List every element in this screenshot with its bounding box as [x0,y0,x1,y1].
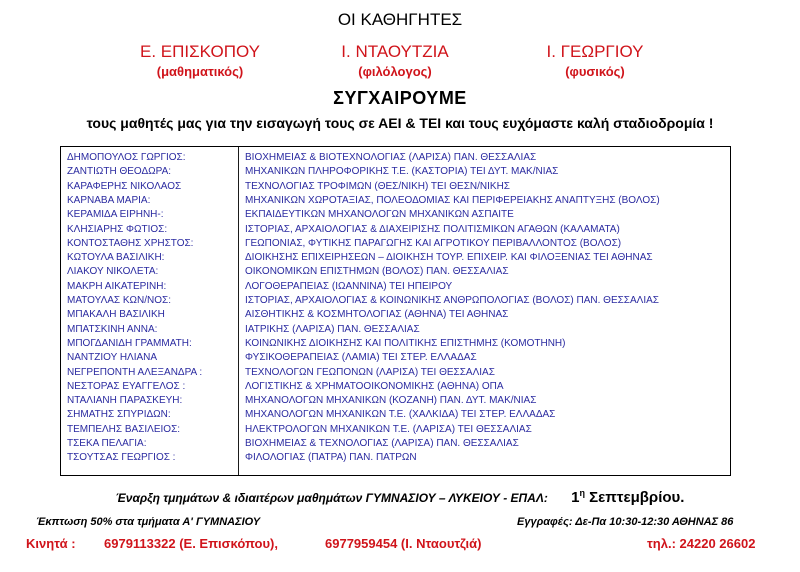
phone-number: τηλ.: 24220 26602 [647,536,756,551]
table-row [61,265,730,279]
student-name: ΚΑΡΝΑΒΑ ΜΑΡΙΑ: [67,194,151,206]
table-row [61,380,730,394]
student-department: ΔΙΟΙΚΗΣΗΣ ΕΠΙΧΕΙΡΗΣΕΩΝ – ΔΙΟΙΚΗΣΗ ΤΟΥΡ. ΕΠΙΧΕΙΡ. ΚΑΙ ΦΙΛΟΞΕΝΙΑΣ ΤΕΙ ΑΘΗΝΑΣ [245,252,653,264]
registration-text: Εγγραφές: Δε-Πα 10:30-12:30 ΑΘΗΝΑΣ 86 [517,516,734,528]
table-row [61,408,730,422]
student-name: ΣΗΜΑΤΗΣ ΣΠΥΡΙΔΩΝ: [67,409,171,421]
student-department: ΤΕΧΝΟΛΟΓΩΝ ΓΕΩΠΟΝΩΝ (ΛΑΡΙΣΑ) ΤΕΙ ΘΕΣΣΑΛΙΑΣ [245,366,495,378]
mobile-number-2: 6977959454 (Ι. Νταουτζιά) [325,536,482,551]
student-name: ΖΑΝΤΙΩΤΗ ΘΕΟΔΩΡΑ: [67,166,172,178]
table-row [61,280,730,294]
students-table [60,146,731,476]
teacher-name-1: Ε. ΕΠΙΣΚΟΠΟΥ [140,42,260,61]
teacher-name-2: Ι. ΝΤΑΟΥΤΖΙΑ [341,42,449,61]
student-department: ΙΣΤΟΡΙΑΣ, ΑΡΧΑΙΟΛΟΓΙΑΣ & ΔΙΑΧΕΙΡΙΣΗΣ ΠΟΛΙΤΙΣΜΙΚΩΝ ΑΓΑΘΩΝ (ΚΑΛΑΜΑΤΑ) [245,223,620,235]
student-name: ΚΕΡΑΜΙΔΑ ΕΙΡΗΝΗ-: [67,209,164,221]
page-title: ΟΙ ΚΑΘΗΓΗΤΕΣ [337,10,463,29]
congrats-heading: ΣΥΓΧΑΙΡΟΥΜΕ [333,88,467,108]
table-row [61,337,730,351]
student-name: ΛΙΑΚΟΥ ΝΙΚΟΛΕΤΑ: [67,266,159,278]
student-department: ΗΛΕΚΤΡΟΛΟΓΩΝ ΜΗΧΑΝΙΚΩΝ Τ.Ε. (ΛΑΡΙΣΑ) ΤΕΙ ΘΕΣΣΑΛΙΑΣ [245,423,532,435]
student-department: ΛΟΓΙΣΤΙΚΗΣ & ΧΡΗΜΑΤΟΟΙΚΟΝΟΜΙΚΗΣ (ΑΘΗΝΑ) ΟΠΑ [245,380,504,392]
student-name: ΝΕΣΤΟΡΑΣ ΕΥΑΓΓΕΛΟΣ : [67,380,186,392]
table-row [61,437,730,451]
table-row [61,223,730,237]
student-name: ΜΠΑΚΑΛΗ ΒΑΣΙΛΙΚΗ [67,309,165,321]
student-name: ΜΑΚΡΗ ΑΙΚΑΤΕΡΙΝΗ: [67,280,167,292]
student-department: ΙΣΤΟΡΙΑΣ, ΑΡΧΑΙΟΛΟΓΙΑΣ & ΚΟΙΝΩΝΙΚΗΣ ΑΝΘΡΩΠΟΛΟΓΙΑΣ (ΒΟΛΟΣ) ΠΑΝ. ΘΕΣΣΑΛΙΑΣ [245,295,659,306]
table-row [61,366,730,380]
mobile-number-1: 6979113322 (Ε. Επισκόπου), [104,536,278,551]
mobile-label: Κινητά : [26,536,76,551]
table-row [61,323,730,337]
table-row [61,451,730,465]
student-name: ΔΗΜΟΠΟΥΛΟΣ ΓΩΡΓΙΟΣ: [67,152,186,163]
student-department: ΦΙΛΟΛΟΓΙΑΣ (ΠΑΤΡΑ) ΠΑΝ. ΠΑΤΡΩΝ [245,452,417,464]
student-department: ΜΗΧΑΝΙΚΩΝ ΧΩΡΟΤΑΞΙΑΣ, ΠΟΛΕΟΔΟΜΙΑΣ ΚΑΙ ΠΕΡΙΦΕΡΕΙΑΚΗΣ ΑΝΑΠΤΥΞΗΣ (ΒΟΛΟΣ) [245,194,660,206]
student-department: ΒΙΟΧΗΜΕΙΑΣ & ΒΙΟΤΕΧΝΟΛΟΓΙΑΣ (ΛΑΡΙΣΑ) ΠΑΝ. ΘΕΣΣΑΛΙΑΣ [245,152,537,163]
start-text: Έναρξη τμημάτων & ιδιαιτέρων μαθημάτων ΓΥΜΝΑΣΙΟΥ – ΛΥΚΕΙΟΥ - ΕΠΑΛ: [115,491,548,505]
table-row [61,165,730,179]
table-row [61,151,730,165]
table-row [61,194,730,208]
table-row [61,351,730,365]
student-department: ΓΕΩΠΟΝΙΑΣ, ΦΥΤΙΚΗΣ ΠΑΡΑΓΩΓΗΣ ΚΑΙ ΑΓΡΟΤΙΚΟΥ ΠΕΡΙΒΑΛΛΟΝΤΟΣ (ΒΟΛΟΣ) [245,237,622,249]
student-department: ΒΙΟΧΗΜΕΙΑΣ & ΤΕΧΝΟΛΟΓΙΑΣ (ΛΑΡΙΣΑ) ΠΑΝ. ΘΕΣΣΑΛΙΑΣ [245,438,519,449]
start-month: Σεπτεμβρίου. [585,489,685,506]
student-name: ΚΩΤΟΥΛΑ ΒΑΣΙΛΙΚΗ: [67,252,165,264]
teacher-subject-2: (φιλόλογος) [358,64,432,79]
start-day-suffix: η [579,488,586,498]
student-name: ΝΑΝΤΖΙΟΥ ΗΛΙΑΝΑ [67,352,158,364]
student-department: ΕΚΠΑΙΔΕΥΤΙΚΩΝ ΜΗΧΑΝΟΛΟΓΩΝ ΜΗΧΑΝΙΚΩΝ ΑΣΠΑΙΤΕ [245,209,514,221]
student-department: ΛΟΓΟΘΕΡΑΠΕΙΑΣ (ΙΩΑΝΝΙΝΑ) ΤΕΙ ΗΠΕΙΡΟΥ [245,280,453,292]
student-name: ΚΑΡΑΦΕΡΗΣ ΝΙΚΟΛΑΟΣ [67,180,182,192]
student-department: ΚΟΙΝΩΝΙΚΗΣ ΔΙΟΙΚΗΣΗΣ ΚΑΙ ΠΟΛΙΤΙΚΗΣ ΕΠΙΣΤΗΜΗΣ (ΚΟΜΟΤΗΝΗ) [245,337,566,349]
table-row [61,308,730,322]
student-name: ΚΟΝΤΟΣΤΑΘΗΣ ΧΡΗΣΤΟΣ: [67,237,194,249]
student-department: ΙΑΤΡΙΚΗΣ (ΛΑΡΙΣΑ) ΠΑΝ. ΘΕΣΣΑΛΙΑΣ [245,323,420,335]
table-row [61,180,730,194]
table-row [61,251,730,265]
discount-text: Έκπτωση 50% στα τμήματα Α' ΓΥΜΝΑΣΙΟΥ [36,516,261,528]
student-department: ΑΙΣΘΗΤΙΚΗΣ & ΚΟΣΜΗΤΟΛΟΓΙΑΣ (ΑΘΗΝΑ) ΤΕΙ ΑΘΗΝΑΣ [245,309,509,321]
student-name: ΝΕΓΡΕΠΟΝΤΗ ΑΛΕΞΑΝΔΡΑ : [67,366,203,378]
start-notice [0,488,800,506]
student-department: ΜΗΧΑΝΟΛΟΓΩΝ ΜΗΧΑΝΙΚΩΝ Τ.Ε. (ΧΑΛΚΙΔΑ) ΤΕΙ ΣΤΕΡ. ΕΛΛΑΔΑΣ [245,409,556,421]
student-name: ΜΠΑΤΣΚΙΝΗ ΑΝΝΑ: [67,323,158,335]
student-name: ΤΣΟΥΤΣΑΣ ΓΕΩΡΓΙΟΣ : [67,452,176,464]
teacher-subject-3: (φυσικός) [565,64,625,79]
teacher-subject-1: (μαθηματικός) [156,64,244,79]
start-date [571,489,684,506]
table-row [61,423,730,437]
student-department: ΟΙΚΟΝΟΜΙΚΩΝ ΕΠΙΣΤΗΜΩΝ (ΒΟΛΟΣ) ΠΑΝ. ΘΕΣΣΑΛΙΑΣ [245,266,509,278]
intro-text: τους μαθητές μας για την εισαγωγή τους σε ΑΕΙ & ΤΕΙ και τους ευχόμαστε καλή σταδιοδρομία ! [86,115,714,131]
table-row [61,208,730,222]
student-name: ΚΛΗΣΙΑΡΗΣ ΦΩΤΙΟΣ: [67,223,168,235]
student-department: ΜΗΧΑΝΙΚΩΝ ΠΛΗΡΟΦΟΡΙΚΗΣ Τ.Ε. (ΚΑΣΤΟΡΙΑ) ΤΕΙ ΔΥΤ. ΜΑΚ/ΝΙΑΣ [245,166,559,178]
student-name: ΤΕΜΠΕΛΗΣ ΒΑΣΙΛΕΙΟΣ: [67,423,181,435]
table-row [61,294,730,308]
student-name: ΝΤΑΛΙΑΝΗ ΠΑΡΑΣΚΕΥΗ: [67,395,183,407]
student-department: ΤΕΧΝΟΛΟΓΙΑΣ ΤΡΟΦΙΜΩΝ (ΘΕΣ/ΝΙΚΗ) ΤΕΙ ΘΕΣΝ/ΝΙΚΗΣ [245,180,510,192]
student-department: ΜΗΧΑΝΟΛΟΓΩΝ ΜΗΧΑΝΙΚΩΝ (ΚΟΖΑΝΗ) ΠΑΝ. ΔΥΤ. ΜΑΚ/ΝΙΑΣ [245,395,537,407]
table-row [61,237,730,251]
student-name: ΜΠΟΓΔΑΝΙΔΗ ΓΡΑΜΜΑΤΗ: [67,337,192,349]
teacher-name-3: Ι. ΓΕΩΡΓΙΟΥ [546,42,644,61]
student-name: ΤΣΕΚΑ ΠΕΛΑΓΙΑ: [67,438,147,449]
student-department: ΦΥΣΙΚΟΘΕΡΑΠΕΙΑΣ (ΛΑΜΙΑ) ΤΕΙ ΣΤΕΡ. ΕΛΛΑΔΑΣ [245,352,477,364]
start-day: 1 [571,489,580,506]
table-row [61,394,730,408]
student-name: ΜΑΤΟΥΛΑΣ ΚΩΝ/ΝΟΣ: [67,295,171,306]
